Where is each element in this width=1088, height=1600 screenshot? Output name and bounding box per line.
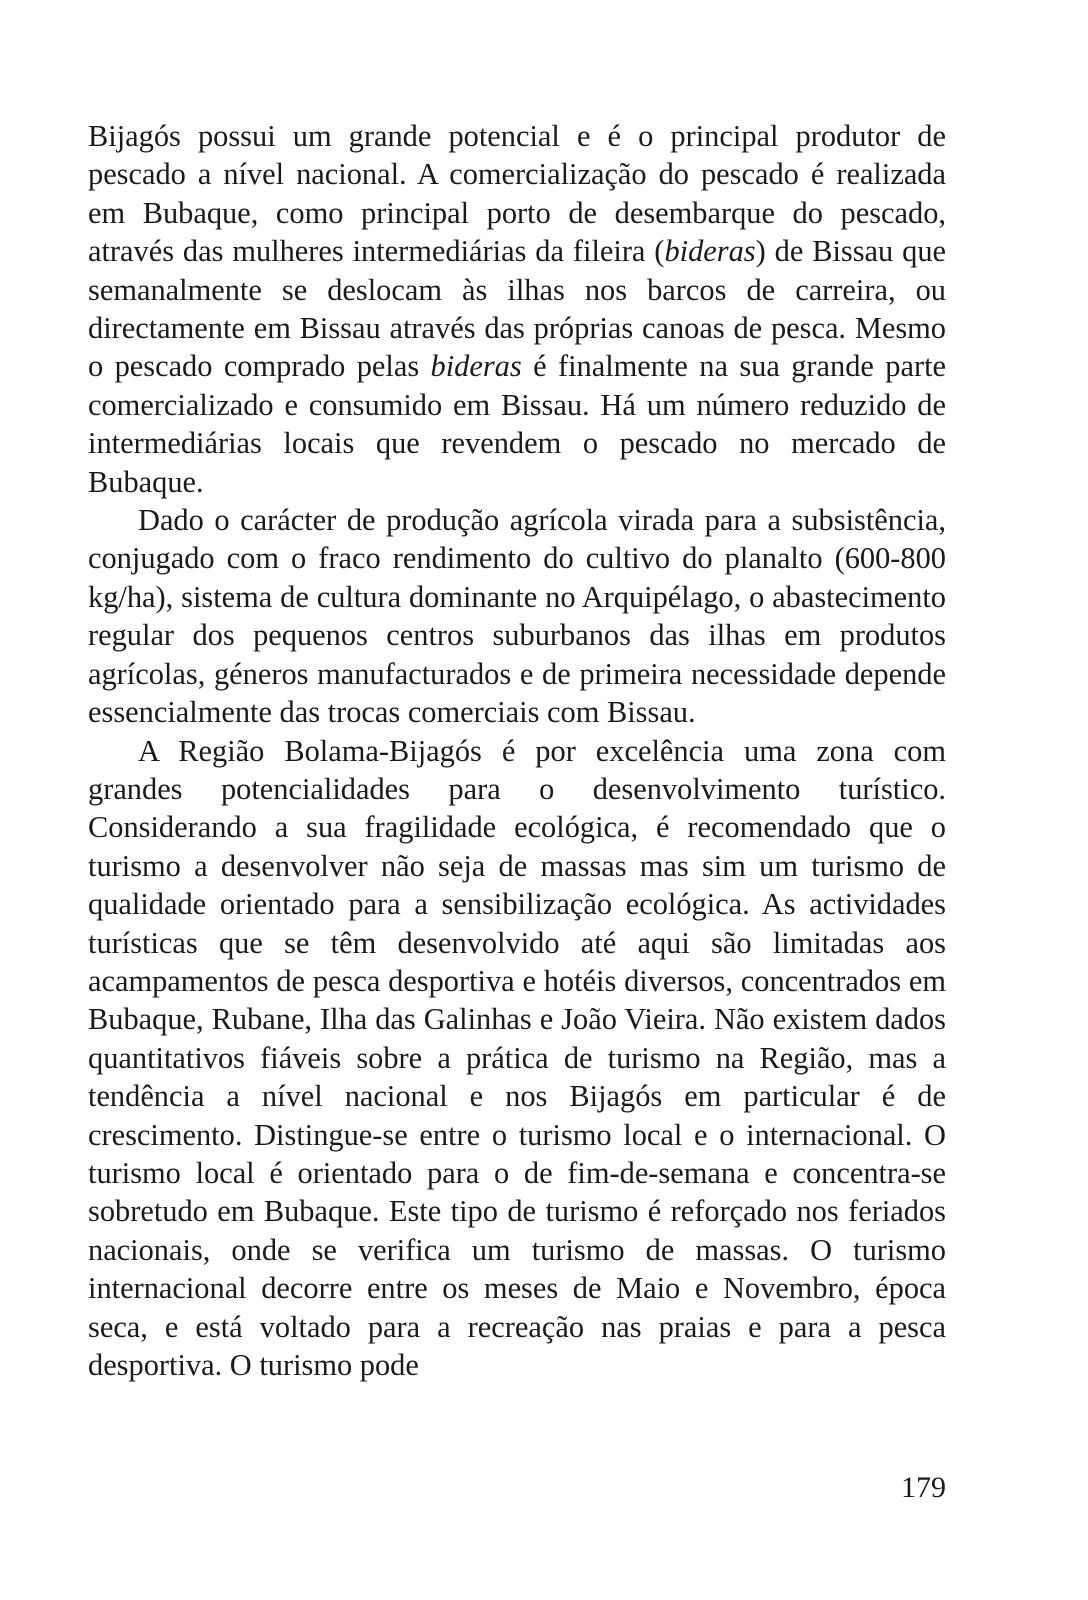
paragraph-fisheries <box>88 117 946 501</box>
italic-term-bideras-2: bideras <box>430 349 522 384</box>
page-body <box>88 117 946 1384</box>
page-number: 179 <box>901 1471 946 1504</box>
paragraph-fisheries-part-3: é finalmente na sua grande parte comercializado e consumido em Bissau. Há um número reduzido de intermediárias locais que revendem o pescado no mercado de Bubaque. <box>88 349 946 499</box>
paragraph-fisheries-part-2: ) de Bissau que semanalmente se deslocam às ilhas nos barcos de carreira, ou directamente em Bissau através das próprias canoas de pesca. Mesmo o pescado comprado pelas <box>88 234 947 384</box>
paragraph-agriculture: Dado o carácter de produção agrícola virada para a subsistência, conjugado com o fraco rendimento do cultivo do planalto (600-800 kg/ha), sistema de cultura dominante no Arquipélago, o abastecimento regular dos pequenos centros suburbanos das ilhas em produtos agrícolas, géneros manufacturados e de primeira necessidade depende essencialmente das trocas comerciais com Bissau. <box>88 503 946 730</box>
italic-term-bideras: bideras <box>664 234 756 269</box>
paragraph-tourism: A Região Bolama-Bijagós é por excelência uma zona com grandes potencialidades para o desenvolvimento turístico. Considerando a sua fragilidade ecológica, é recomendado que o turismo a desenvolver não seja de massas mas sim um turismo de qualidade orientado para a sensibilização ecológica. As actividades turísticas que se têm desenvolvido até aqui são limitadas aos acampamentos de pesca desportiva e hotéis diversos, concentrados em Bubaque, Rubane, Ilha das Galinhas e João Vieira. Não existem dados quantitativos fiáveis sobre a prática de turismo na Região, mas a tendência a nível nacional e nos Bijagós em particular é de crescimento. Distingue-se entre o turismo local e o internacional. O turismo local é orientado para o de fim-de-semana e concentra-se sobretudo em Bubaque. Este tipo de turismo é reforçado nos feriados nacionais, onde se verifica um turismo de massas. O turismo internacional decorre entre os meses de Maio e Novembro, época seca, e está voltado para a recreação nas praias e para a pesca desportiva. O turismo pode <box>88 733 946 1382</box>
paragraph-fisheries-part-1: Bijagós possui um grande potencial e é o principal produtor de pescado a nível nacional. A comercialização do pescado é realizada em Bubaque, como principal porto de desembarque do pescado, através das mulheres intermediárias da fileira ( <box>88 119 946 269</box>
